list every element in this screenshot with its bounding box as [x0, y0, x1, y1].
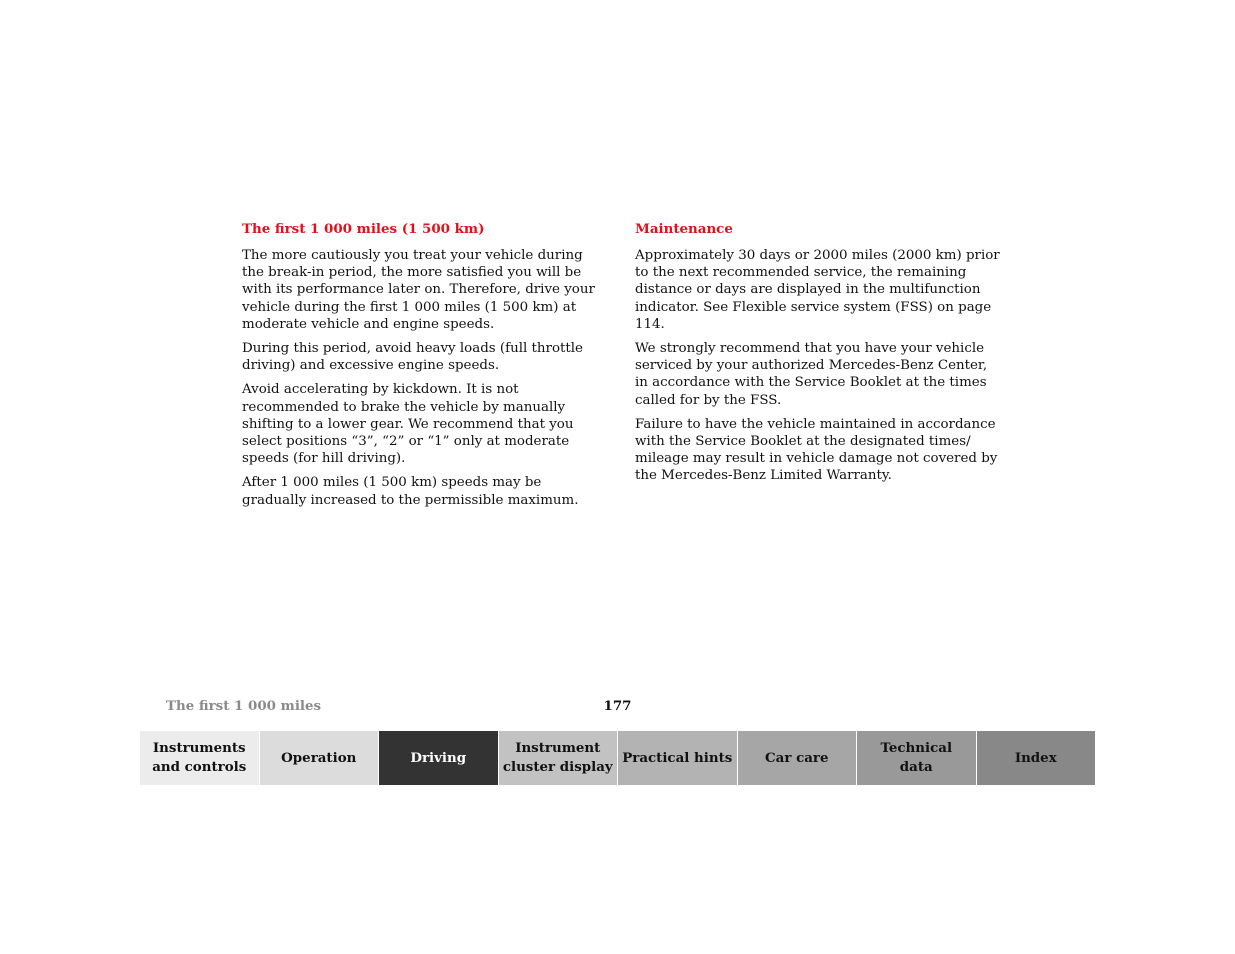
nav-tab-technical-data[interactable]: Technical data: [856, 731, 976, 785]
nav-tab-instrument-cluster-display[interactable]: Instrument cluster display: [498, 731, 618, 785]
paragraph: We strongly recommend that you have your vehicle serviced by your authorized Mercedes-Benz Center, in accordance with the Service Booklet at the times called for by the FSS.: [635, 341, 988, 408]
nav-tab-driving[interactable]: Driving: [378, 731, 498, 785]
paragraph: Avoid accelerating by kickdown. It is not recommended to brake the vehicle by manually shifting to a lower gear. We recommend that you select positions “3”, “2” or “1” only at moderate speeds (for hill driving).: [242, 382, 574, 467]
nav-tab-practical-hints[interactable]: Practical hints: [617, 731, 737, 785]
section-nav-bar: [140, 731, 1095, 785]
left-column: [242, 220, 607, 516]
nav-tab-car-care[interactable]: Car care: [737, 731, 857, 785]
section-heading-maintenance: Maintenance: [635, 221, 733, 237]
right-column: [635, 220, 1000, 492]
paragraph: After 1 000 miles (1 500 km) speeds may be gradually increased to the permissible maximum.: [242, 475, 579, 508]
paragraph: Approximately 30 days or 2000 miles (2000 km) prior to the next recommended service, the remaining distance or days are displayed in the multifunction indicator. See Flexible service system (FSS) on page 114.: [635, 248, 1000, 332]
running-title: The first 1 000 miles: [166, 698, 322, 714]
paragraph: The more cautiously you treat your vehicle during the break-in period, the more satisfied you will be with its performance later on. Therefore, drive your vehicle during the first 1 000 miles (1 500 km) at moderate vehicle and engine speeds.: [242, 248, 595, 332]
nav-tab-index[interactable]: Index: [976, 731, 1096, 785]
paragraph: Failure to have the vehicle maintained in accordance with the Service Booklet at the designated times/ mileage may result in vehicle damage not covered by the Mercedes-Benz Limited Warranty.: [635, 416, 998, 484]
nav-tab-instruments-and-controls[interactable]: Instruments and controls: [140, 731, 259, 785]
nav-tab-operation[interactable]: Operation: [259, 731, 379, 785]
section-heading-break-in: The first 1 000 miles (1 500 km): [242, 221, 485, 237]
page-number: 177: [603, 698, 632, 714]
paragraph: During this period, avoid heavy loads (full throttle driving) and excessive engine speeds.: [242, 341, 583, 374]
